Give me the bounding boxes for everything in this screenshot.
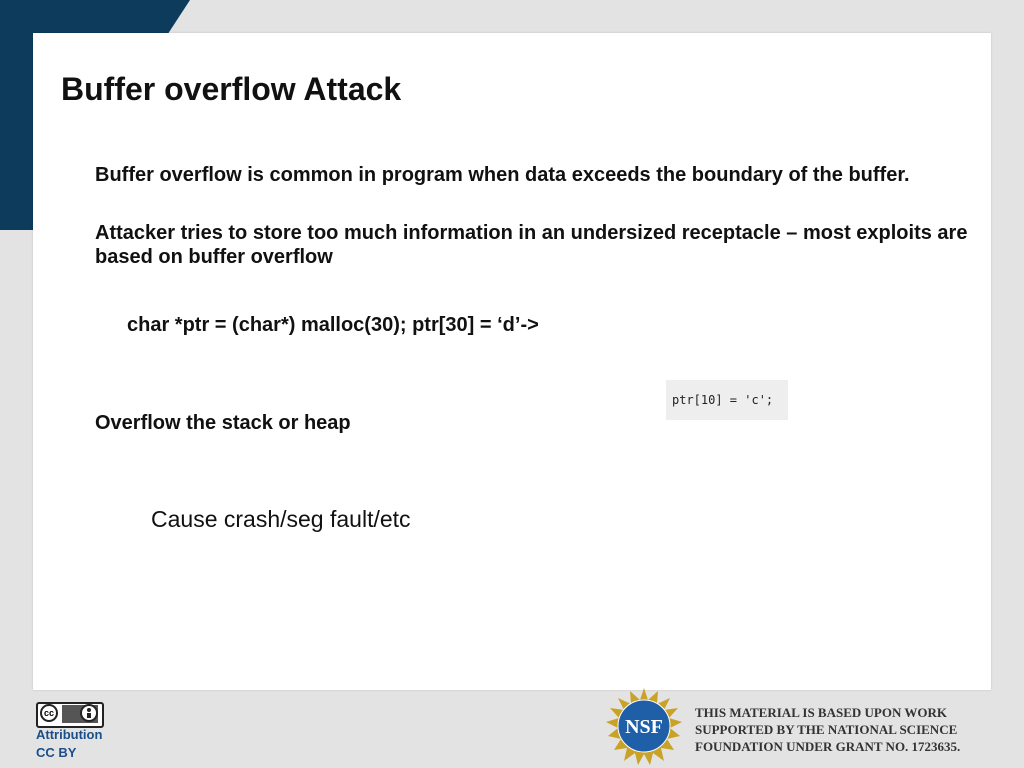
nsf-line-1: THIS MATERIAL IS BASED UPON WORK — [695, 705, 947, 720]
nsf-logo — [604, 686, 684, 766]
nsf-line-3: FOUNDATION UNDER GRANT NO. 1723635. — [695, 739, 961, 754]
paragraph-overflow-stack: Overflow the stack or heap — [95, 412, 351, 434]
paragraph-buffer-overflow: Buffer overflow is common in program when data exceeds the boundary of the buffer. — [95, 164, 910, 186]
attribution-line-2: CC BY — [36, 745, 77, 760]
attribution-label — [36, 726, 102, 762]
code-snippet-image: ptr[10] = 'c'; — [666, 380, 788, 420]
nsf-line-2: SUPPORTED BY THE NATIONAL SCIENCE — [695, 722, 958, 737]
attribution-line-1: Attribution — [36, 727, 103, 742]
cc-icon: cc — [40, 704, 58, 722]
plain-line-crash: Cause crash/seg fault/etc — [151, 506, 411, 532]
code-line: char *ptr = (char*) malloc(30); ptr[30] = ‘d’-> — [127, 314, 539, 336]
person-icon — [80, 704, 98, 722]
paragraph-attacker: Attacker tries to store too much information in an undersized receptacle – most exploits are based on buffer overflow — [95, 222, 968, 268]
nsf-grant-notice — [695, 704, 960, 755]
cc-license-badge — [36, 702, 104, 728]
slide-panel — [33, 33, 991, 690]
slide-title: Buffer overflow Attack — [61, 71, 402, 107]
nsf-logo-text: NSF — [625, 716, 663, 738]
